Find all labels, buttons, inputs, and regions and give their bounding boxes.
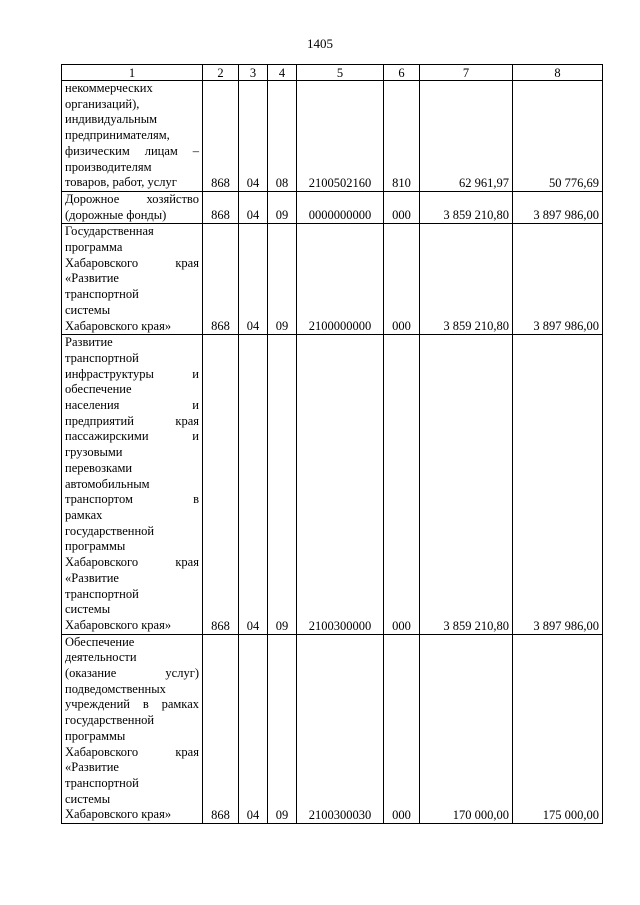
column-header-3: 3 <box>239 65 268 81</box>
column-header-8: 8 <box>513 65 603 81</box>
item-name-line: транспортной <box>65 586 139 601</box>
department-code-cell: 868 <box>203 634 239 823</box>
item-name-line: транспортной <box>65 350 139 365</box>
item-name-line: предприятий края <box>65 413 199 428</box>
item-name-line: Хабаровского края» <box>65 807 172 822</box>
item-name-line: физическим лицам – <box>65 143 199 158</box>
table-row <box>62 81 603 192</box>
item-name-line: Обеспечение <box>65 634 135 649</box>
subsection-code-cell: 09 <box>268 335 297 634</box>
item-name-line: транспортной <box>65 775 139 790</box>
target-article-cell: 2100502160 <box>297 81 384 192</box>
department-code-cell: 868 <box>203 335 239 634</box>
table-row <box>62 191 603 223</box>
table-body <box>62 81 603 824</box>
item-name-line: пассажирскими и <box>65 429 199 444</box>
item-name-line: рамках <box>65 507 103 522</box>
item-name-line: учреждений в рамках <box>65 697 199 712</box>
section-code-cell: 04 <box>239 81 268 192</box>
item-name-line: Развитие <box>65 335 113 350</box>
amount-year2-cell: 50 776,69 <box>513 81 603 192</box>
item-name-line: системы <box>65 302 111 317</box>
item-name-line: инфраструктуры и <box>65 366 199 381</box>
expense-type-cell: 000 <box>384 224 420 335</box>
amount-year1-cell: 3 859 210,80 <box>420 191 513 223</box>
item-name-line: Государственная <box>65 224 154 239</box>
header-row <box>62 65 603 81</box>
amount-year2-cell: 175 000,00 <box>513 634 603 823</box>
amount-year1-cell: 62 961,97 <box>420 81 513 192</box>
item-name-line: государственной <box>65 523 155 538</box>
item-name-line: программы <box>65 728 126 743</box>
amount-year2-cell: 3 897 986,00 <box>513 224 603 335</box>
section-code-cell: 04 <box>239 191 268 223</box>
item-name-line: подведомственных <box>65 681 166 696</box>
item-name-line: предпринимателям, <box>65 128 170 143</box>
subsection-code-cell: 09 <box>268 191 297 223</box>
item-name-line: Хабаровского края <box>65 555 199 570</box>
department-code-cell: 868 <box>203 81 239 192</box>
target-article-cell: 2100300030 <box>297 634 384 823</box>
expense-type-cell: 000 <box>384 191 420 223</box>
item-name-line: (оказание услуг) <box>65 666 199 681</box>
target-article-cell: 0000000000 <box>297 191 384 223</box>
item-name-cell <box>62 191 203 223</box>
section-code-cell: 04 <box>239 224 268 335</box>
expense-type-cell: 000 <box>384 335 420 634</box>
item-name-line: деятельности <box>65 650 137 665</box>
amount-year2-cell: 3 897 986,00 <box>513 191 603 223</box>
table-row <box>62 224 603 335</box>
department-code-cell: 868 <box>203 224 239 335</box>
item-name-line: государственной <box>65 713 155 728</box>
item-name-cell <box>62 81 203 192</box>
item-name-line: системы <box>65 791 111 806</box>
amount-year1-cell: 3 859 210,80 <box>420 224 513 335</box>
item-name-line: товаров, работ, услуг <box>65 175 177 190</box>
item-name-line: Хабаровского края» <box>65 617 172 632</box>
item-name-line: некоммерческих <box>65 81 153 95</box>
amount-year1-cell: 170 000,00 <box>420 634 513 823</box>
item-name-line: производителям <box>65 159 152 174</box>
item-name-cell <box>62 335 203 634</box>
item-name-line: Хабаровского края <box>65 255 199 270</box>
column-header-6: 6 <box>384 65 420 81</box>
item-name-line: обеспечение <box>65 382 132 397</box>
subsection-code-cell: 08 <box>268 81 297 192</box>
table-row <box>62 335 603 634</box>
subsection-code-cell: 09 <box>268 224 297 335</box>
column-header-5: 5 <box>297 65 384 81</box>
budget-table <box>61 64 603 824</box>
table-row <box>62 634 603 823</box>
column-header-7: 7 <box>420 65 513 81</box>
item-name-line: «Развитие <box>65 760 119 775</box>
column-header-2: 2 <box>203 65 239 81</box>
target-article-cell: 2100300000 <box>297 335 384 634</box>
amount-year2-cell: 3 897 986,00 <box>513 335 603 634</box>
item-name-line: индивидуальным <box>65 112 158 127</box>
target-article-cell: 2100000000 <box>297 224 384 335</box>
amount-year1-cell: 3 859 210,80 <box>420 335 513 634</box>
item-name-line: Хабаровского края <box>65 744 199 759</box>
item-name-line: (дорожные фонды) <box>65 207 167 222</box>
department-code-cell: 868 <box>203 191 239 223</box>
expense-type-cell: 810 <box>384 81 420 192</box>
subsection-code-cell: 09 <box>268 634 297 823</box>
expense-type-cell: 000 <box>384 634 420 823</box>
item-name-line: перевозками <box>65 460 133 475</box>
section-code-cell: 04 <box>239 335 268 634</box>
item-name-line: автомобильным <box>65 476 150 491</box>
item-name-line: населения и <box>65 398 199 413</box>
item-name-line: организаций), <box>65 96 140 111</box>
item-name-cell <box>62 224 203 335</box>
item-name-line: «Развитие <box>65 570 119 585</box>
item-name-line: Дорожное хозяйство <box>65 191 199 206</box>
item-name-line: Хабаровского края» <box>65 318 172 333</box>
item-name-line: программа <box>65 240 123 255</box>
item-name-line: программы <box>65 539 126 554</box>
column-header-4: 4 <box>268 65 297 81</box>
page-number: 1405 <box>307 36 333 51</box>
column-header-1: 1 <box>62 65 203 81</box>
item-name-line: системы <box>65 602 111 617</box>
item-name-cell <box>62 634 203 823</box>
item-name-line: транспортной <box>65 287 139 302</box>
item-name-line: транспортом в <box>65 492 199 507</box>
item-name-line: «Развитие <box>65 271 119 286</box>
section-code-cell: 04 <box>239 634 268 823</box>
item-name-line: грузовыми <box>65 445 123 460</box>
